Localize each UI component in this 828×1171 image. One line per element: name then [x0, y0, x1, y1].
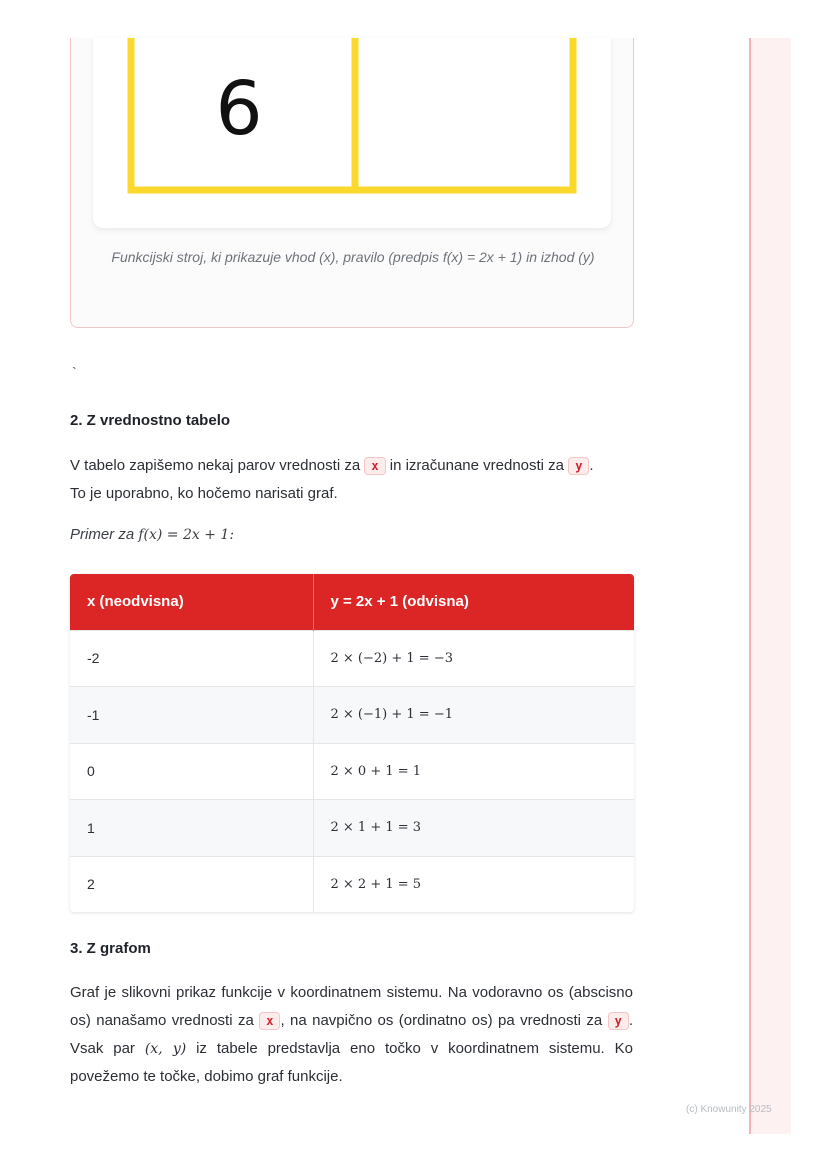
- code-x: x: [364, 457, 385, 475]
- cell-x: 1: [70, 800, 313, 857]
- cell-x: 2: [70, 856, 313, 912]
- page-margin-strip: [749, 38, 791, 1134]
- page-margin-line: [749, 38, 751, 1134]
- section-3-heading: 3. Z grafom: [70, 940, 151, 957]
- code-y: y: [568, 457, 589, 475]
- section-3-paragraph: Graf je slikovni prikaz funkcije v koordinatnem sistemu. Na vodoravno os (abscisno os) nanašamo vrednosti za x , na navpično os (ordinatno os) pa vrednosti za y . Vsak par (x, y) iz tabele predstavlja eno točko v koordinatnem sistemu. Ko povežemo te točke, dobimo graf funkcije.: [70, 984, 633, 1085]
- cell-y: 2 × (−2) + 1 = −3: [313, 630, 634, 687]
- function-machine-illustration: [93, 38, 611, 228]
- table-row: [70, 800, 634, 857]
- header-y: y = 2x + 1 (odvisna): [313, 574, 634, 630]
- table-row: [70, 856, 634, 912]
- example-label: Primer za f(x) = 2x + 1:: [70, 526, 235, 543]
- cell-y: 2 × 1 + 1 = 3: [313, 800, 634, 857]
- cell-x: 0: [70, 743, 313, 800]
- code-y: y: [608, 1012, 629, 1030]
- header-x: x (neodvisna): [70, 574, 313, 630]
- machine-output-value: 6: [215, 66, 263, 152]
- table-header-row: [70, 574, 634, 630]
- code-x: x: [259, 1012, 280, 1030]
- figure-caption: Funkcijski stroj, ki prikazuje vhod (x), pravilo (predpis f(x) = 2x + 1) in izhod (y): [111, 249, 595, 265]
- cell-y: 2 × 0 + 1 = 1: [313, 743, 634, 800]
- section-2-heading: 2. Z vrednostno tabelo: [70, 412, 231, 429]
- section-2-paragraph: V tabelo zapišemo nekaj parov vrednosti za x in izračunane vrednosti za y . To je uporabno, ko hočemo narisati graf.: [70, 457, 594, 502]
- value-table: [70, 574, 634, 912]
- table-row: [70, 630, 634, 687]
- copyright: (c) Knowunity 2025: [686, 1104, 772, 1115]
- stray-mark: `: [72, 364, 77, 380]
- pair-xy: (x, y): [144, 1041, 187, 1057]
- figure-card: [70, 38, 634, 328]
- cell-y: 2 × (−1) + 1 = −1: [313, 687, 634, 744]
- cell-x: -1: [70, 687, 313, 744]
- table-row: [70, 743, 634, 800]
- example-formula: f(x) = 2x + 1:: [138, 527, 235, 543]
- cell-y: 2 × 2 + 1 = 5: [313, 856, 634, 912]
- table-row: [70, 687, 634, 744]
- cell-x: -2: [70, 630, 313, 687]
- figure-image: [93, 38, 611, 228]
